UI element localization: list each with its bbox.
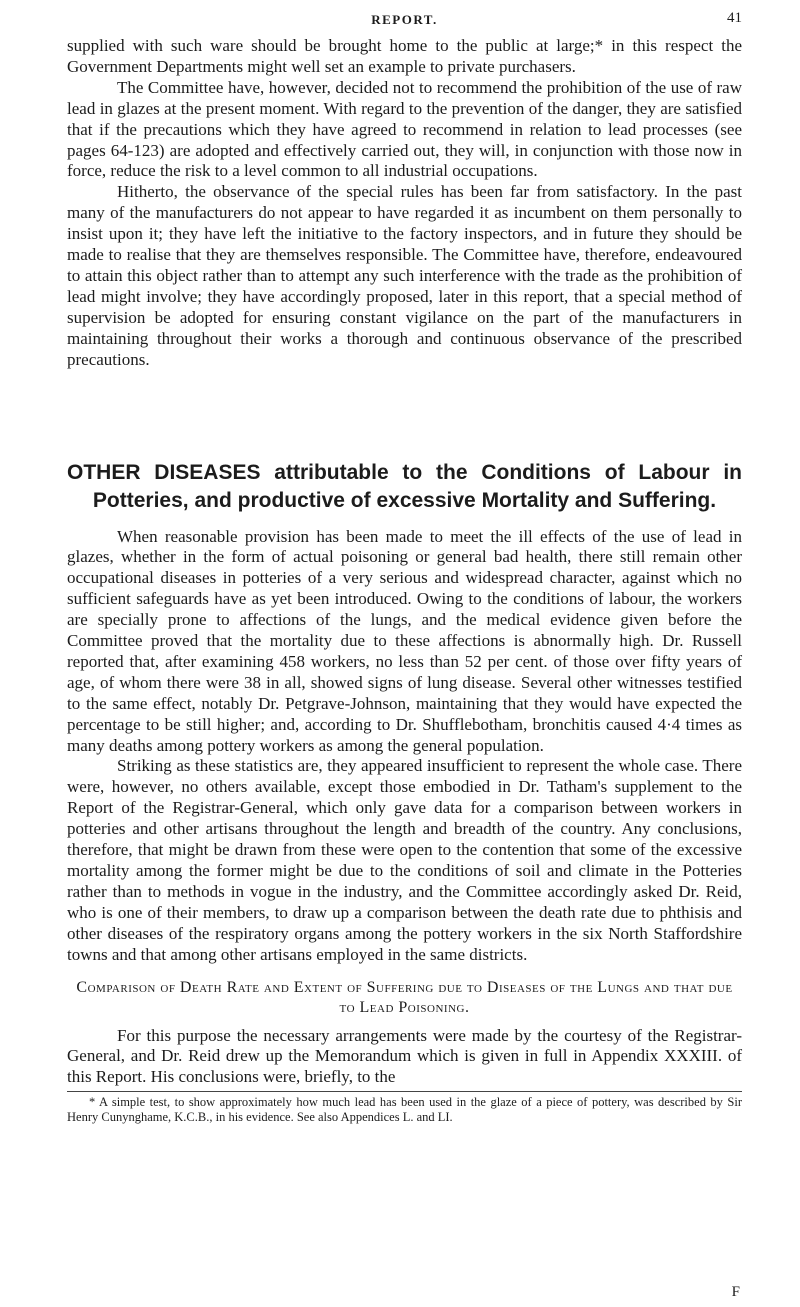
subsection-heading: Comparison of Death Rate and Extent of Suffering due to Diseases of the Lungs and that due to Lead Poisoning.	[76, 978, 733, 1016]
signature-mark: F	[731, 1284, 740, 1300]
body-text	[67, 36, 742, 1088]
running-head	[67, 0, 742, 36]
section-paragraph-2: Striking as these statistics are, they appeared insufficient to represent the whole case. There were, however, no others available, except those embodied in Dr. Tatham's supplement to the Report of the Registrar-General, which only gave data for a comparison between workers in potteries and other artisans throughout the length and breadth of the country. Any conclusions, therefore, that might be drawn from these were open to the contention that some of the excessive mortality among the former might be due to the conditions of soil and climate in the Potteries rather than to methods in vogue in the industry, and the Committee accordingly asked Dr. Reid, who is one of their members, to draw up a comparison between the death rate due to phthisis and other diseases of the respiratory organs among the pottery workers in the six North Staffordshire towns and that among other artisans employed in the same districts.	[67, 756, 742, 964]
paragraph-2: The Committee have, however, decided not to recommend the prohibition of the use of raw lead in glazes at the present moment. With regard to the prevention of the danger, they are satisfied that if the precautions which they have agreed to recommend in relation to lead processes (see pages 64-123) are adopted and effectively carried out, they will, in conjunction with those now in force, reduce the risk to a level common to all industrial occupations.	[67, 77, 742, 181]
footnote: * A simple test, to show approximately how much lead has been used in the glaze of a piece of pottery, was described by Sir Henry Cunynghame, K.C.B., in his evidence. See also Appendices L. and LI.	[67, 1095, 742, 1125]
subsection-paragraph: For this purpose the necessary arrangements were made by the courtesy of the Registrar-General, and Dr. Reid drew up the Memorandum which is given in full in Appendix XXXIII. of this Report. His conclusions were, briefly, to the	[67, 1025, 742, 1087]
page-number: 41	[727, 10, 742, 26]
paragraph-3: Hitherto, the observance of the special rules has been far from satisfactory. In the past many of the manufacturers do not appear to have regarded it as incumbent on them personally to insist upon it; they have left the initiative to the factory inspectors, and in future they should be made to realise that they are themselves responsible. The Committee have, therefore, endeavoured to attain this object rather than to attempt any such interference with the trade as the prohibition of lead might involve; they have accordingly proposed, later in this report, that a special method of supervision be adopted for ensuring constant vigilance on the part of the manufacturers in maintaining throughout their works a thorough and continuous observance of the prescribed precautions.	[67, 182, 742, 369]
section-paragraph-1: When reasonable provision has been made to meet the ill effects of the use of lead in glazes, whether in the form of actual poisoning or general bad health, there still remain other occupational diseases in potteries of a very serious and widespread character, against which no sufficient safeguards have as yet been introduced. Owing to the conditions of labour, the workers are specially prone to affections of the lungs, and the medical evidence given before the Committee proved that the mortality due to these affections is abnormally high. Dr. Russell reported that, after examining 458 workers, no less than 52 per cent. of those over fifty years of age, of whom there were 38 in all, showed signs of lung disease. Several other witnesses testified to the same effect, notably Dr. Petgrave-Johnson, maintaining that they would have expected the percentage to be still higher; and, according to Dr. Shufflebotham, bronchitis caused 4·4 times as many deaths among pottery workers as among the general population.	[67, 526, 742, 755]
running-title: REPORT.	[371, 12, 438, 27]
paragraph-1: supplied with such ware should be brought home to the public at large;* in this respect the Government Departments might well set an example to private purchasers.	[67, 36, 742, 76]
footnote-divider	[67, 1091, 742, 1092]
section-heading: OTHER DISEASES attributable to the Conditions of Labour in Potteries, and productive of excessive Mortality and Suffering.	[67, 460, 742, 512]
